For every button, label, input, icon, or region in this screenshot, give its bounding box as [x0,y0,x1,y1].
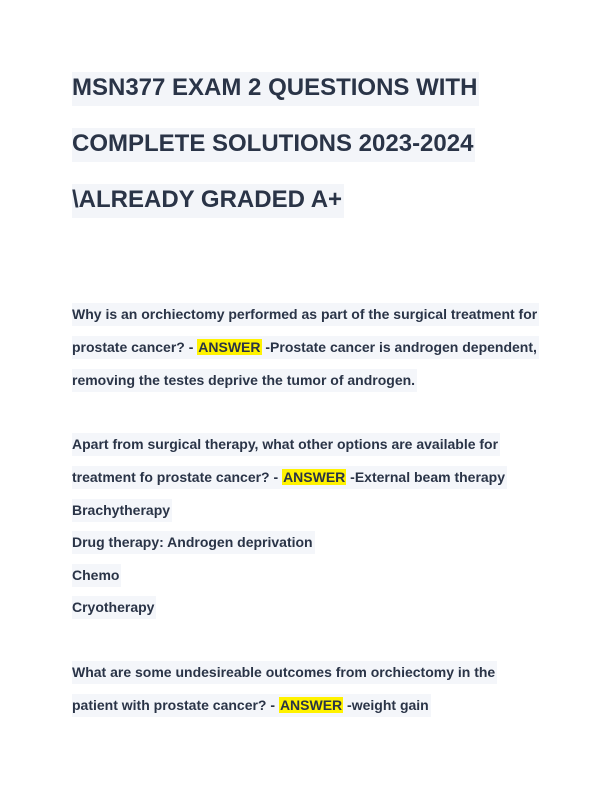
document-title-line-1: MSN377 EXAM 2 QUESTIONS WITH [72,72,479,106]
document-title-line-3: \ALREADY GRADED A+ [72,184,344,218]
question-2-line-1: Apart from surgical therapy, what other options are available for [72,433,500,456]
answer-2-text: -External beam therapy [346,469,506,485]
question-2-line-2 [72,466,507,489]
answer-2-line: Cryotherapy [72,596,156,619]
question-2-text: treatment fo prostate cancer? - [72,469,283,485]
answer-2-line: Brachytherapy [72,499,172,522]
answer-1-line: removing the testes deprive the tumor of androgen. [72,369,417,392]
answer-2-line: Drug therapy: Androgen deprivation [72,531,315,554]
question-3-line-1: What are some undesireable outcomes from orchiectomy in the [72,661,497,684]
answer-3-text: -weight gain [343,697,429,713]
question-3-text: patient with prostate cancer? - [72,697,279,713]
answer-2-line: Chemo [72,564,121,587]
answer-label: ANSWER [198,339,261,355]
document-title-line-2: COMPLETE SOLUTIONS 2023-2024 [72,128,475,162]
question-3-line-2 [72,694,431,717]
question-1-text: prostate cancer? - [72,339,198,355]
answer-label: ANSWER [279,697,343,713]
question-1-line-1: Why is an orchiectomy performed as part of the surgical treatment for [72,303,539,326]
answer-1-text: -Prostate cancer is androgen dependent, [261,339,537,355]
question-1-line-2 [72,336,539,359]
answer-label: ANSWER [283,469,346,485]
